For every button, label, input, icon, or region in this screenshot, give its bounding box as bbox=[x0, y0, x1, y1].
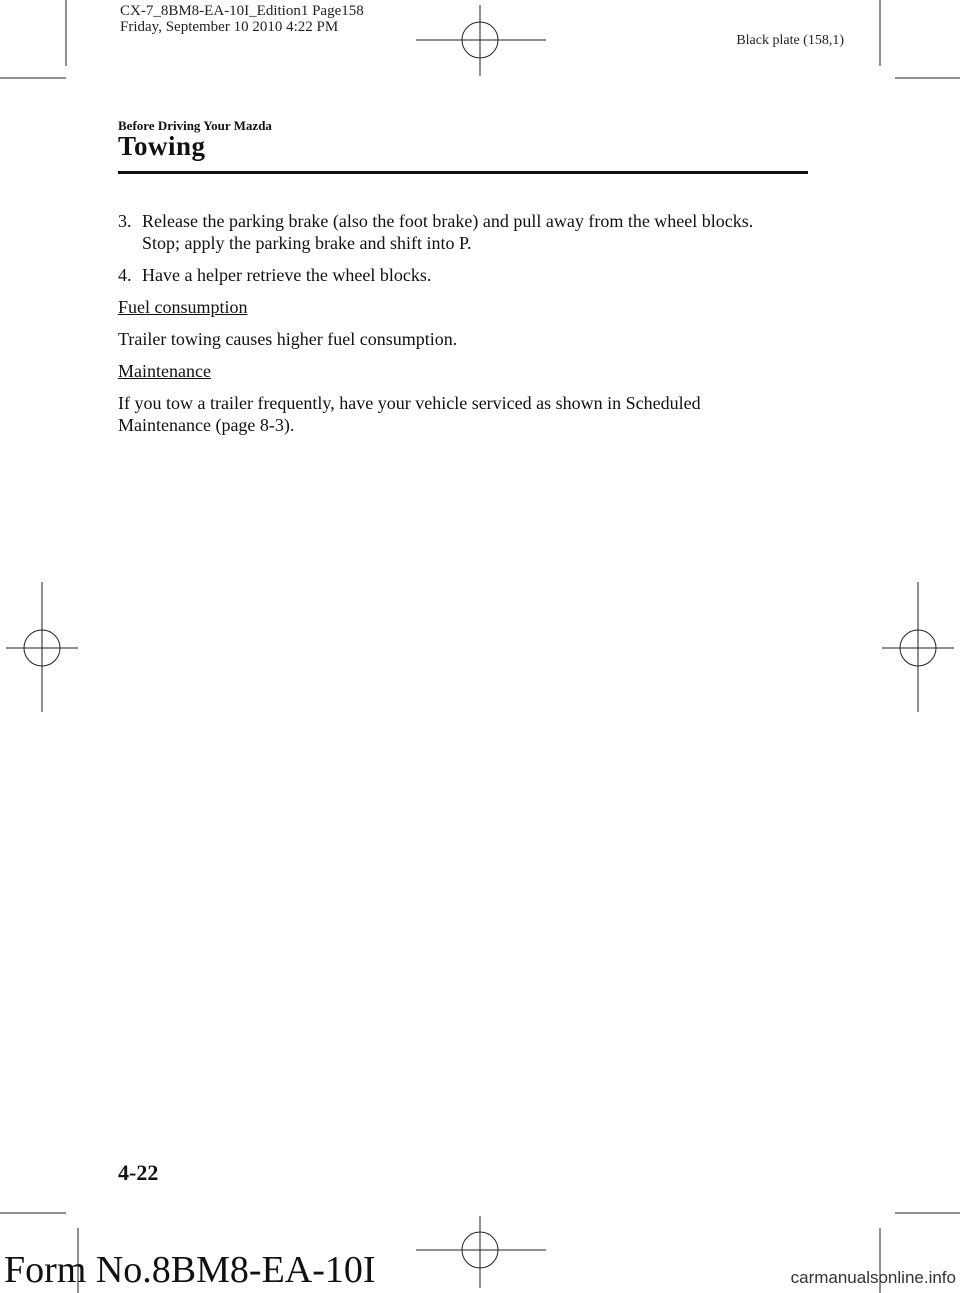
step-text bbox=[142, 210, 808, 254]
section-label: Before Driving Your Mazda bbox=[118, 118, 272, 133]
step-number: 3. bbox=[118, 211, 132, 231]
page-content bbox=[118, 210, 808, 446]
print-info-line: Friday, September 10 2010 4:22 PM bbox=[120, 19, 339, 35]
step-number: 4. bbox=[118, 265, 132, 285]
step-line: Stop; apply the parking brake and shift into P. bbox=[142, 233, 472, 253]
watermark: carmanualsonline.info bbox=[790, 1268, 956, 1287]
list-item bbox=[118, 264, 808, 286]
fuel-heading: Fuel consumption bbox=[118, 297, 248, 317]
maintenance-text: If you tow a trailer frequently, have your vehicle serviced as shown in Scheduled Maintenance (page 8-3). bbox=[118, 393, 701, 435]
step-line: Release the parking brake (also the foot brake) and pull away from the wheel blocks. bbox=[142, 211, 754, 231]
print-info bbox=[120, 3, 364, 35]
form-number: Form No.8BM8-EA-10I bbox=[4, 1249, 376, 1291]
title-rule bbox=[118, 171, 808, 174]
list-item bbox=[118, 210, 808, 254]
page-title: Towing bbox=[118, 131, 206, 161]
page-number: 4-22 bbox=[118, 1160, 159, 1185]
fuel-text: Trailer towing causes higher fuel consumption. bbox=[118, 329, 458, 349]
print-info-line: CX-7_8BM8-EA-10I_Edition1 Page158 bbox=[120, 3, 364, 19]
plate-label: Black plate (158,1) bbox=[736, 33, 844, 48]
step-text: Have a helper retrieve the wheel blocks. bbox=[142, 265, 432, 285]
maintenance-heading: Maintenance bbox=[118, 361, 211, 381]
